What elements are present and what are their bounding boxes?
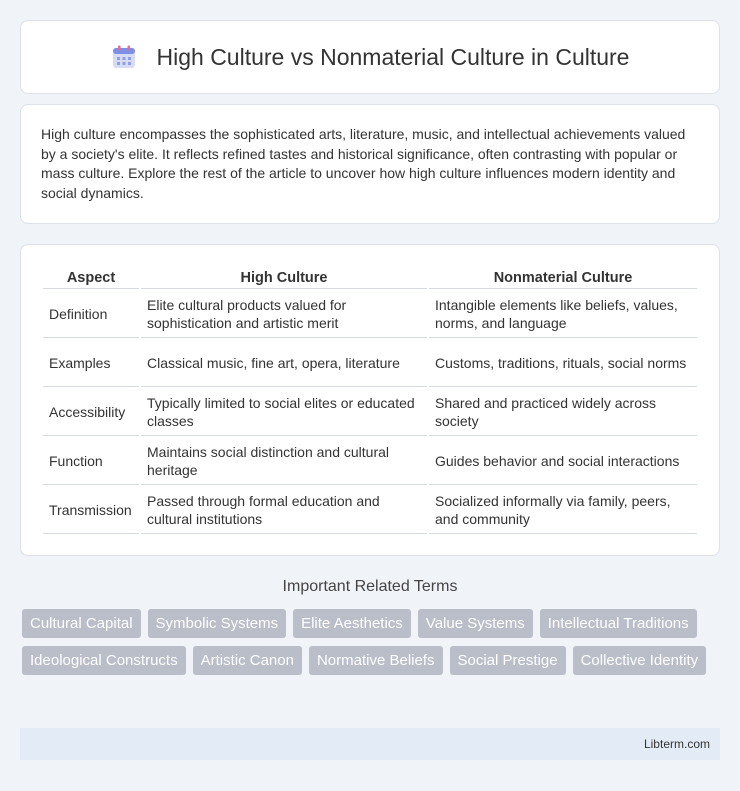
table-row xyxy=(43,291,697,338)
cell-nonmaterial-culture: Customs, traditions, rituals, social norms xyxy=(429,340,697,387)
cell-high-culture: Maintains social distinction and cultural heritage xyxy=(141,438,427,485)
term-tag[interactable]: Value Systems xyxy=(418,609,533,638)
table-row xyxy=(43,487,697,534)
cell-nonmaterial-culture: Intangible elements like beliefs, values, norms, and language xyxy=(429,291,697,338)
term-tag[interactable]: Social Prestige xyxy=(450,646,566,675)
cell-aspect: Definition xyxy=(43,291,139,338)
cell-high-culture: Classical music, fine art, opera, literature xyxy=(141,340,427,387)
cell-aspect: Examples xyxy=(43,340,139,387)
term-tag[interactable]: Artistic Canon xyxy=(193,646,302,675)
footer xyxy=(20,728,720,760)
page-title: High Culture vs Nonmaterial Culture in Culture xyxy=(156,43,630,70)
related-terms-heading: Important Related Terms xyxy=(282,578,458,595)
table-row xyxy=(43,340,697,387)
header-aspect: Aspect xyxy=(43,267,139,289)
term-tag[interactable]: Elite Aesthetics xyxy=(293,609,411,638)
term-tag[interactable]: Ideological Constructs xyxy=(22,646,186,675)
term-tag[interactable]: Normative Beliefs xyxy=(309,646,443,675)
cell-nonmaterial-culture: Guides behavior and social interactions xyxy=(429,438,697,485)
footer-site-link[interactable]: Libterm.com xyxy=(643,737,710,751)
table-row xyxy=(43,389,697,436)
term-tag[interactable]: Symbolic Systems xyxy=(148,609,287,638)
comparison-card xyxy=(20,244,720,556)
cell-high-culture: Passed through formal education and cultural institutions xyxy=(141,487,427,534)
comparison-table xyxy=(41,265,699,536)
table-row xyxy=(43,438,697,485)
intro-text: High culture encompasses the sophisticated arts, literature, music, and intellectual achievements valued by a society's elite. It reflects refined tastes and historical significance, often contrasting with popular or mass culture. Explore the rest of the article to uncover how high culture influences modern identity and social dynamics. xyxy=(41,126,686,201)
intro-card xyxy=(20,104,720,224)
header-card xyxy=(20,20,720,94)
header-high-culture: High Culture xyxy=(141,267,427,289)
cell-nonmaterial-culture: Socialized informally via family, peers, and community xyxy=(429,487,697,534)
cell-high-culture: Typically limited to social elites or educated classes xyxy=(141,389,427,436)
table-header-row xyxy=(43,267,697,289)
cell-aspect: Function xyxy=(43,438,139,485)
term-tag[interactable]: Cultural Capital xyxy=(22,609,141,638)
term-tag[interactable]: Collective Identity xyxy=(573,646,707,675)
calendar-icon xyxy=(111,44,137,70)
cell-high-culture: Elite cultural products valued for sophistication and artistic merit xyxy=(141,291,427,338)
cell-nonmaterial-culture: Shared and practiced widely across society xyxy=(429,389,697,436)
term-tag[interactable]: Intellectual Traditions xyxy=(540,609,697,638)
header-nonmaterial-culture: Nonmaterial Culture xyxy=(429,267,697,289)
cell-aspect: Transmission xyxy=(43,487,139,534)
related-terms-list xyxy=(22,609,722,675)
cell-aspect: Accessibility xyxy=(43,389,139,436)
